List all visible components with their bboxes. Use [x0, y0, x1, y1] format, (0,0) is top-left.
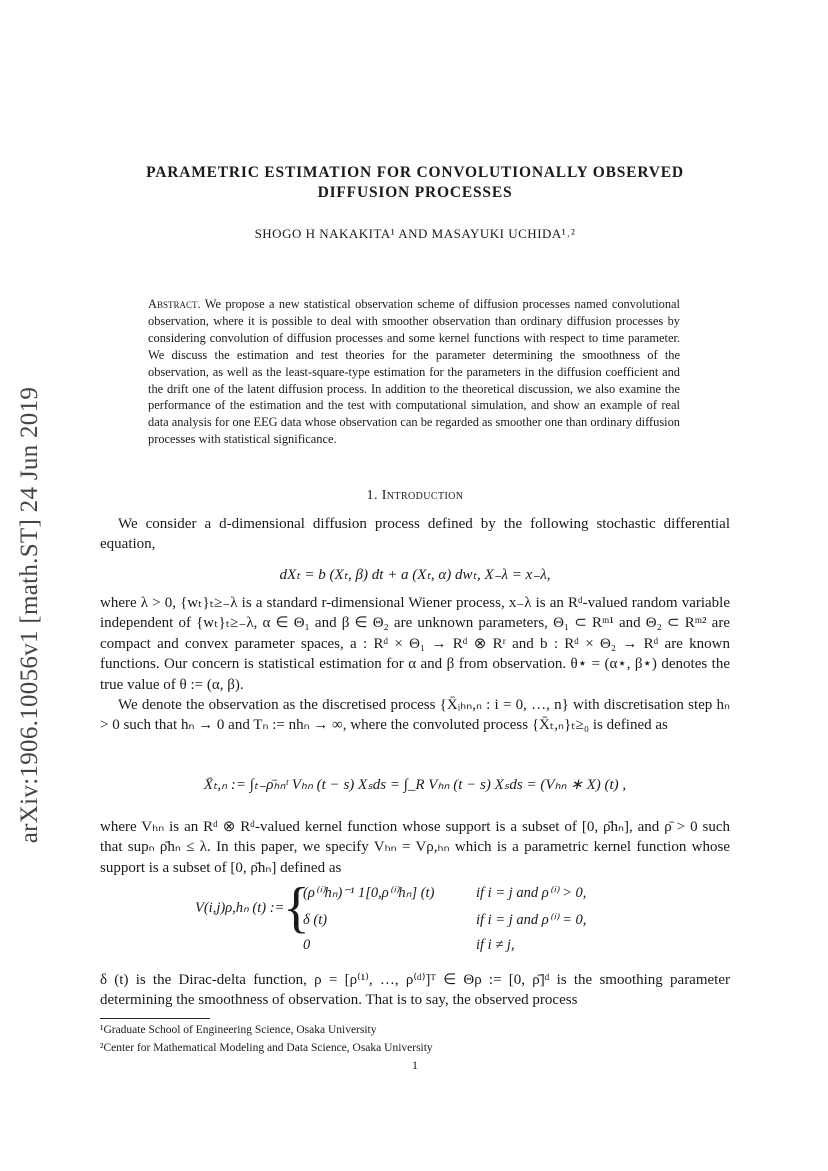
- cases-brace: {: [283, 877, 310, 939]
- equation-sde: dXₜ = b (Xₜ, β) dt + a (Xₜ, α) dwₜ, X₋λ = x₋λ,: [279, 567, 551, 583]
- footnote-1: ¹Graduate School of Engineering Science, Osaka University: [100, 1024, 377, 1036]
- kernel-condition-2: if i = j and ρ⁽ⁱ⁾ = 0,: [476, 912, 587, 928]
- kernel-condition-1: if i = j and ρ⁽ⁱ⁾ > 0,: [476, 885, 587, 901]
- arxiv-identifier: arXiv:1906.10056v1 [math.ST] 24 Jun 2019: [16, 386, 43, 844]
- author-list: SHOGO H NAKAKITA¹ AND MASAYUKI UCHIDA¹˒²: [254, 226, 576, 241]
- paragraph-1: We consider a d-dimensional diffusion process defined by the following stochastic differential equation,: [100, 516, 730, 553]
- footnote-rule: [100, 1018, 210, 1019]
- paragraph-5: δ (t) is the Dirac-delta function, ρ = [ρ⁽¹⁾, …, ρ⁽ᵈ⁾]ᵀ ∈ Θρ := [0, ρ̄]ᵈ is the smoothing parameter determining the smoothness of observation. That is to say, the observed process: [100, 972, 730, 1009]
- kernel-case-3: 0: [303, 937, 311, 953]
- kernel-condition-3: if i ≠ j,: [476, 937, 515, 953]
- arxiv-sidebar-stamp: [10, 355, 50, 875]
- title-line-1: PARAMETRIC ESTIMATION FOR CONVOLUTIONALLY OBSERVED: [146, 164, 684, 181]
- paper-title: [100, 163, 730, 203]
- paragraph-4: where Vₕₙ is an Rᵈ ⊗ Rᵈ-valued kernel function whose support is a subset of [0, ρ̄hₙ], and ρ̄ > 0 such that supₙ ρ̄hₙ ≤ λ. In this paper, we specify Vₕₙ = Vρ,ₕₙ which is a parametric kernel function whose support is a subset of [0, ρ̄hₙ] defined as: [100, 819, 730, 876]
- kernel-case-1: (ρ⁽ⁱ⁾hₙ)⁻¹ 1[0,ρ⁽ⁱ⁾hₙ] (t): [303, 885, 435, 901]
- abstract-block: [148, 296, 680, 448]
- equation-convolution: X̄ₜ,ₙ := ∫ₜ₋ρ̄ₕₙᵗ Vₕₙ (t − s) Xₛds = ∫_R Vₕₙ (t − s) Xₛds = (Vₕₙ ∗ X) (t) ,: [203, 777, 627, 793]
- paragraph-2: where λ > 0, {wₜ}ₜ≥₋λ is a standard r-dimensional Wiener process, x₋λ is an Rᵈ-valued random variable independent of {wₜ}ₜ≥₋λ, α ∈ Θ₁ and β ∈ Θ₂ are unknown parameters, Θ₁ ⊂ Rᵐ¹ and Θ₂ ⊂ Rᵐ² are compact and convex parameter spaces, a : Rᵈ × Θ₁ → Rᵈ ⊗ Rʳ and b : Rᵈ × Θ₂ → Rᵈ are known functions. Our concern is statistical estimation for α and β from observation. θ⋆ = (α⋆, β⋆) denotes the true value of θ := (α, β).: [100, 595, 730, 693]
- kernel-definition-lhs: V(i,j)ρ,hₙ (t) :=: [195, 900, 285, 916]
- section-heading-introduction: 1. Introduction: [366, 488, 464, 503]
- title-line-2: DIFFUSION PROCESSES: [317, 184, 513, 201]
- abstract-text: We propose a new statistical observation scheme of diffusion processes named convolutional observation, where it is possible to deal with smoother observation than ordinary diffusion processes by considering convolution of diffusion processes and some kernel functions with respect to time parameter. We discuss the estimation and test theories for the parameter determining the smoothness of the observation, as well as the least-square-type estimation for the parameters in the diffusion coefficient and the drift one of the latent diffusion process. In addition to the theoretical discussion, we also examine the performance of the estimation and the test with computational simulation, and show an example of real data analysis for one EEG data whose observation can be regarded as smoother one than ordinary diffusion processes with statistical significance.: [148, 297, 680, 447]
- abstract-label: Abstract.: [148, 297, 201, 311]
- page-number: 1: [412, 1058, 418, 1072]
- footnote-2: ²Center for Mathematical Modeling and Data Science, Osaka University: [100, 1042, 433, 1054]
- paragraph-3: We denote the observation as the discretised process {X̄ᵢₕₙ,ₙ : i = 0, …, n} with discretisation step hₙ > 0 such that hₙ → 0 and Tₙ := nhₙ → ∞, where the convoluted process {X̄ₜ,ₙ}ₜ≥₀ is defined as: [100, 697, 730, 734]
- kernel-case-2: δ (t): [303, 912, 328, 928]
